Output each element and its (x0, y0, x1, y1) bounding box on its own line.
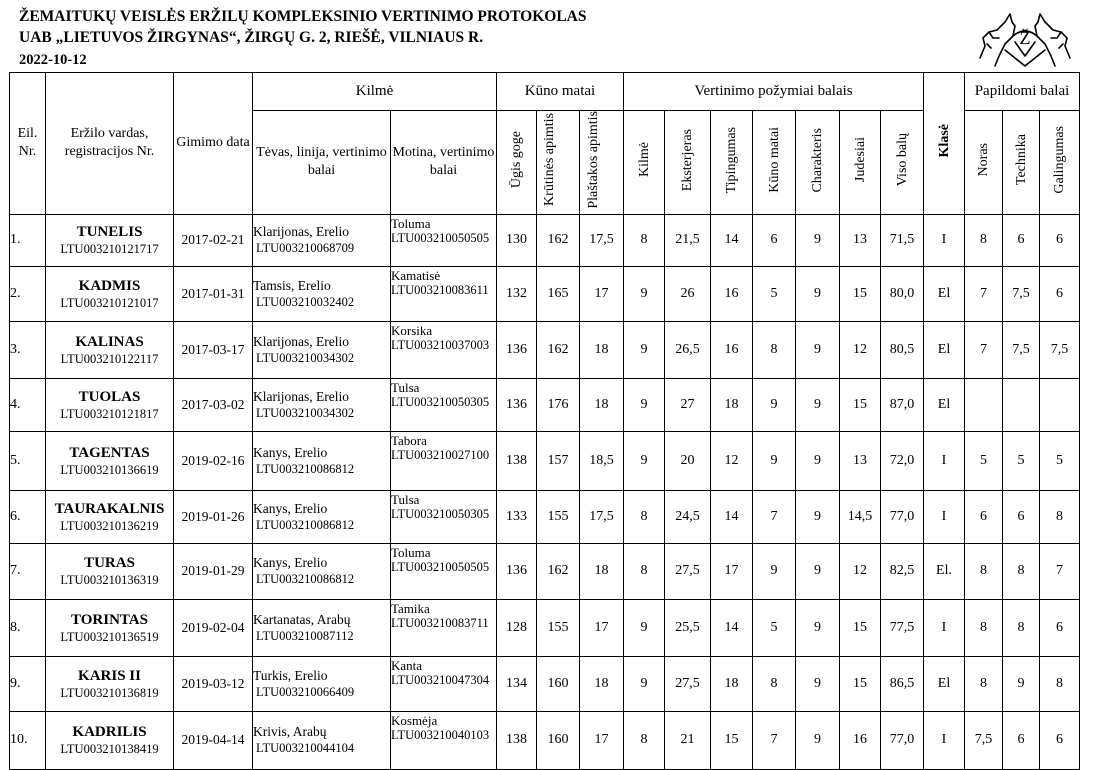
cell-score-type: 14 (711, 214, 753, 266)
registration-number: LTU003210136519 (60, 629, 159, 644)
cell-score-exterior: 21,5 (665, 214, 711, 266)
cell-height: 134 (497, 656, 537, 711)
col-group-extra: Papildomi balai (965, 73, 1080, 111)
cell-extra-will: 8 (965, 599, 1003, 656)
cell-score-exterior: 27 (665, 378, 711, 431)
cell-birth-date: 2019-03-12 (174, 656, 253, 711)
cell-mother (391, 711, 497, 769)
document-title: ŽEMAITUKŲ VEISLĖS ERŽILŲ KOMPLEKSINIO VERTINIMO PROTOKOLAS (19, 8, 587, 25)
cell-score-type: 17 (711, 543, 753, 599)
cell-height: 136 (497, 321, 537, 378)
cell-score-character: 9 (796, 543, 840, 599)
cell-extra-will: 8 (965, 214, 1003, 266)
cell-score-body: 7 (753, 490, 796, 543)
stallion-name: TORINTAS (71, 611, 148, 628)
cell-score-origin: 9 (624, 378, 665, 431)
table-row (10, 543, 1080, 599)
cell-name (46, 378, 174, 431)
cell-no: 8. (10, 599, 46, 656)
cell-birth-date: 2017-03-02 (174, 378, 253, 431)
col-header-score-character: Charakteris (796, 111, 840, 215)
father-name: Klarijonas, Erelio (253, 224, 349, 240)
logo-letter: Ž (1019, 28, 1031, 48)
cell-score-type: 18 (711, 378, 753, 431)
cell-mother (391, 656, 497, 711)
cell-name (46, 431, 174, 490)
col-group-body-measures: Kūno matai (497, 73, 624, 111)
mother-name: Toluma (391, 215, 431, 231)
cell-score-total: 77,0 (881, 711, 924, 769)
cell-height: 128 (497, 599, 537, 656)
cell-no: 3. (10, 321, 46, 378)
col-header-score-exterior: Eksterjeras (665, 111, 711, 215)
cell-score-origin: 9 (624, 266, 665, 321)
registration-number: LTU003210121817 (60, 406, 159, 421)
stallion-name: KADMIS (78, 277, 141, 294)
cell-klase: I (924, 214, 965, 266)
cell-no: 5. (10, 431, 46, 490)
cell-cannon: 18 (580, 321, 624, 378)
mother-name: Kosmėja (391, 712, 438, 728)
col-header-name: Eržilo vardas, registracijos Nr. (46, 73, 174, 215)
cell-score-total: 72,0 (881, 431, 924, 490)
father-registration: LTU003210086812 (256, 517, 355, 532)
cell-score-body: 8 (753, 321, 796, 378)
mother-name: Tamika (391, 600, 430, 616)
cell-birth-date: 2019-01-29 (174, 543, 253, 599)
cell-extra-will: 8 (965, 543, 1003, 599)
cell-score-exterior: 25,5 (665, 599, 711, 656)
cell-mother (391, 543, 497, 599)
cell-father (253, 378, 391, 431)
cell-extra-technique: 5 (1003, 431, 1040, 490)
cell-score-movement: 15 (840, 266, 881, 321)
father-name: Klarijonas, Erelio (253, 388, 349, 404)
cell-score-origin: 9 (624, 431, 665, 490)
cell-score-body: 9 (753, 543, 796, 599)
mother-registration: LTU003210050305 (391, 394, 490, 409)
cell-father (253, 266, 391, 321)
cell-extra-will: 5 (965, 431, 1003, 490)
registration-number: LTU003210136219 (60, 518, 159, 533)
cell-score-character: 9 (796, 378, 840, 431)
col-header-klase: Klasė (924, 73, 965, 215)
cell-extra-will (965, 378, 1003, 431)
registration-number: LTU003210136819 (60, 685, 159, 700)
cell-mother (391, 599, 497, 656)
father-name: Kartanatas, Arabų (253, 611, 351, 627)
father-registration: LTU003210034302 (256, 350, 355, 365)
col-header-score-origin: Kilmė (624, 111, 665, 215)
cell-score-movement: 15 (840, 599, 881, 656)
father-registration: LTU003210087112 (256, 628, 354, 643)
table-row (10, 214, 1080, 266)
cell-score-character: 9 (796, 214, 840, 266)
stallion-name: KARIS II (78, 667, 141, 684)
col-header-score-body: Kūno matai (753, 111, 796, 215)
cell-score-body: 8 (753, 656, 796, 711)
cell-father (253, 490, 391, 543)
mother-name: Tulsa (391, 379, 420, 395)
cell-cannon: 17,5 (580, 214, 624, 266)
cell-birth-date: 2017-01-31 (174, 266, 253, 321)
father-name: Tamsis, Erelio (253, 277, 331, 293)
cell-height: 130 (497, 214, 537, 266)
cell-extra-technique: 9 (1003, 656, 1040, 711)
cell-name (46, 656, 174, 711)
cell-score-exterior: 21 (665, 711, 711, 769)
cell-mother (391, 378, 497, 431)
cell-klase: El (924, 321, 965, 378)
mother-name: Korsika (391, 322, 433, 338)
cell-height: 136 (497, 543, 537, 599)
table-row (10, 321, 1080, 378)
cell-score-type: 16 (711, 266, 753, 321)
cell-score-origin: 8 (624, 543, 665, 599)
cell-extra-ability: 8 (1040, 490, 1080, 543)
col-header-father: Tėvas, linija, vertinimo balai (253, 111, 391, 215)
father-name: Kanys, Erelio (253, 444, 328, 460)
cell-score-body: 9 (753, 378, 796, 431)
cell-chest: 165 (537, 266, 580, 321)
cell-score-body: 9 (753, 431, 796, 490)
col-header-score-type: Tipingumas (711, 111, 753, 215)
cell-extra-ability: 7 (1040, 543, 1080, 599)
table-row (10, 266, 1080, 321)
mother-registration: LTU003210027100 (391, 447, 490, 462)
cell-extra-ability: 8 (1040, 656, 1080, 711)
cell-score-exterior: 26,5 (665, 321, 711, 378)
father-registration: LTU003210066409 (256, 684, 355, 699)
stallion-name: KADRILIS (72, 724, 147, 741)
col-header-extra-technique: Technika (1003, 111, 1040, 215)
registration-number: LTU003210122117 (60, 351, 159, 366)
col-header-birth: Gimimo data (174, 73, 253, 215)
cell-score-movement: 12 (840, 543, 881, 599)
cell-birth-date: 2019-01-26 (174, 490, 253, 543)
cell-score-origin: 9 (624, 599, 665, 656)
cell-klase: I (924, 490, 965, 543)
cell-birth-date: 2017-02-21 (174, 214, 253, 266)
cell-chest: 162 (537, 543, 580, 599)
cell-name (46, 214, 174, 266)
father-registration: LTU003210032402 (256, 294, 355, 309)
cell-height: 136 (497, 378, 537, 431)
cell-extra-technique: 7,5 (1003, 266, 1040, 321)
cell-score-total: 77,0 (881, 490, 924, 543)
cell-extra-ability: 6 (1040, 599, 1080, 656)
cell-score-total: 77,5 (881, 599, 924, 656)
mother-name: Kanta (391, 657, 423, 673)
cell-father (253, 599, 391, 656)
cell-mother (391, 266, 497, 321)
cell-name (46, 599, 174, 656)
stallion-name: TURAS (84, 555, 135, 572)
cell-score-body: 5 (753, 266, 796, 321)
cell-score-movement: 12 (840, 321, 881, 378)
table-row (10, 378, 1080, 431)
cell-score-total: 80,5 (881, 321, 924, 378)
mother-registration: LTU003210047304 (391, 672, 490, 687)
cell-no: 2. (10, 266, 46, 321)
cell-height: 132 (497, 266, 537, 321)
cell-score-exterior: 20 (665, 431, 711, 490)
cell-no: 6. (10, 490, 46, 543)
cell-score-origin: 8 (624, 490, 665, 543)
cell-klase: I (924, 599, 965, 656)
cell-extra-ability: 5 (1040, 431, 1080, 490)
cell-score-body: 5 (753, 599, 796, 656)
cell-score-type: 12 (711, 431, 753, 490)
mother-name: Toluma (391, 544, 431, 560)
mother-name: Tulsa (391, 491, 420, 507)
mother-registration: LTU003210037003 (391, 337, 490, 352)
cell-extra-ability: 7,5 (1040, 321, 1080, 378)
stallion-evaluation-table (9, 72, 1080, 770)
cell-score-movement: 14,5 (840, 490, 881, 543)
cell-score-origin: 9 (624, 656, 665, 711)
cell-no: 9. (10, 656, 46, 711)
col-header-extra-will: Noras (965, 111, 1003, 215)
cell-height: 133 (497, 490, 537, 543)
cell-name (46, 321, 174, 378)
cell-no: 10. (10, 711, 46, 769)
cell-extra-ability: 6 (1040, 214, 1080, 266)
cell-score-type: 14 (711, 599, 753, 656)
mother-registration: LTU003210040103 (391, 727, 490, 742)
cell-cannon: 17,5 (580, 490, 624, 543)
stallion-name: TAGENTAS (69, 444, 150, 461)
cell-score-origin: 9 (624, 321, 665, 378)
cell-score-movement: 13 (840, 214, 881, 266)
mother-registration: LTU003210083711 (391, 615, 489, 630)
cell-mother (391, 431, 497, 490)
cell-cannon: 18,5 (580, 431, 624, 490)
cell-cannon: 18 (580, 378, 624, 431)
stallion-name: TUNELIS (76, 224, 143, 241)
cell-klase: El (924, 266, 965, 321)
cell-extra-technique (1003, 378, 1040, 431)
father-name: Turkis, Erelio (253, 667, 328, 683)
cell-score-type: 15 (711, 711, 753, 769)
cell-klase: I (924, 431, 965, 490)
col-header-cannon: Plaštakos apimtis (580, 111, 624, 215)
cell-score-character: 9 (796, 431, 840, 490)
cell-height: 138 (497, 431, 537, 490)
mother-registration: LTU003210050505 (391, 559, 490, 574)
cell-father (253, 711, 391, 769)
cell-cannon: 18 (580, 543, 624, 599)
cell-birth-date: 2019-04-14 (174, 711, 253, 769)
father-name: Krivis, Arabų (253, 724, 327, 740)
cell-extra-will: 7,5 (965, 711, 1003, 769)
father-name: Kanys, Erelio (253, 555, 328, 571)
father-name: Klarijonas, Erelio (253, 333, 349, 349)
stallion-name: KALINAS (75, 333, 144, 350)
cell-chest: 155 (537, 599, 580, 656)
col-group-pedigree: Kilmė (253, 73, 497, 111)
cell-chest: 157 (537, 431, 580, 490)
cell-klase: El. (924, 543, 965, 599)
cell-extra-technique: 8 (1003, 599, 1040, 656)
cell-chest: 162 (537, 214, 580, 266)
cell-score-total: 80,0 (881, 266, 924, 321)
registration-number: LTU003210121017 (60, 295, 159, 310)
cell-chest: 160 (537, 656, 580, 711)
cell-score-total: 86,5 (881, 656, 924, 711)
mother-registration: LTU003210050305 (391, 506, 490, 521)
cell-chest: 155 (537, 490, 580, 543)
col-group-scores: Vertinimo požymiai balais (624, 73, 924, 111)
cell-height: 138 (497, 711, 537, 769)
cell-score-exterior: 27,5 (665, 543, 711, 599)
cell-father (253, 656, 391, 711)
father-registration: LTU003210034302 (256, 405, 355, 420)
cell-score-total: 71,5 (881, 214, 924, 266)
cell-score-type: 18 (711, 656, 753, 711)
table-row (10, 599, 1080, 656)
cell-klase: I (924, 711, 965, 769)
cell-extra-will: 6 (965, 490, 1003, 543)
cell-score-exterior: 24,5 (665, 490, 711, 543)
father-registration: LTU003210086812 (256, 572, 355, 587)
cell-mother (391, 321, 497, 378)
cell-extra-will: 7 (965, 266, 1003, 321)
cell-chest: 176 (537, 378, 580, 431)
cell-score-character: 9 (796, 266, 840, 321)
cell-score-type: 16 (711, 321, 753, 378)
cell-extra-ability (1040, 378, 1080, 431)
cell-chest: 160 (537, 711, 580, 769)
cell-name (46, 266, 174, 321)
cell-score-character: 9 (796, 321, 840, 378)
father-registration: LTU003210068709 (256, 241, 355, 256)
cell-no: 4. (10, 378, 46, 431)
cell-score-exterior: 27,5 (665, 656, 711, 711)
cell-score-body: 6 (753, 214, 796, 266)
cell-no: 1. (10, 214, 46, 266)
cell-name (46, 711, 174, 769)
col-header-score-movement: Judesiai (840, 111, 881, 215)
mother-name: Tabora (391, 432, 427, 448)
cell-father (253, 543, 391, 599)
cell-extra-will: 7 (965, 321, 1003, 378)
cell-cannon: 17 (580, 711, 624, 769)
cell-extra-ability: 6 (1040, 266, 1080, 321)
cell-score-total: 87,0 (881, 378, 924, 431)
col-header-height: Ūgis goge (497, 111, 537, 215)
cell-score-movement: 13 (840, 431, 881, 490)
cell-extra-will: 8 (965, 656, 1003, 711)
cell-score-type: 14 (711, 490, 753, 543)
cell-birth-date: 2017-03-17 (174, 321, 253, 378)
cell-cannon: 18 (580, 656, 624, 711)
cell-score-character: 9 (796, 656, 840, 711)
cell-extra-ability: 6 (1040, 711, 1080, 769)
cell-father (253, 214, 391, 266)
mother-registration: LTU003210050505 (391, 230, 490, 245)
mother-name: Kamatisė (391, 267, 441, 283)
registration-number: LTU003210136619 (60, 462, 159, 477)
stallion-name: TUOLAS (78, 388, 141, 405)
cell-name (46, 543, 174, 599)
document-date: 2022-10-12 (19, 52, 87, 68)
cell-score-movement: 15 (840, 378, 881, 431)
organization-address: UAB „LIETUVOS ŽIRGYNAS“, ŽIRGŲ G. 2, RIEŠĖ, VILNIAUS R. (19, 29, 484, 46)
cell-father (253, 321, 391, 378)
cell-score-movement: 16 (840, 711, 881, 769)
cell-mother (391, 214, 497, 266)
cell-extra-technique: 6 (1003, 711, 1040, 769)
cell-cannon: 17 (580, 599, 624, 656)
cell-score-character: 9 (796, 711, 840, 769)
col-header-score-total: Viso balų (881, 111, 924, 215)
table-row (10, 431, 1080, 490)
cell-birth-date: 2019-02-04 (174, 599, 253, 656)
cell-extra-technique: 7,5 (1003, 321, 1040, 378)
stallion-name: TAURAKALNIS (54, 500, 165, 517)
cell-birth-date: 2019-02-16 (174, 431, 253, 490)
cell-klase: El (924, 378, 965, 431)
cell-extra-technique: 6 (1003, 214, 1040, 266)
cell-klase: El (924, 656, 965, 711)
cell-father (253, 431, 391, 490)
cell-cannon: 17 (580, 266, 624, 321)
father-name: Kanys, Erelio (253, 500, 328, 516)
cell-score-origin: 8 (624, 214, 665, 266)
registration-number: LTU003210138419 (60, 742, 159, 757)
cell-score-origin: 8 (624, 711, 665, 769)
registration-number: LTU003210121717 (60, 242, 159, 257)
father-registration: LTU003210044104 (256, 741, 355, 756)
cell-score-movement: 15 (840, 656, 881, 711)
col-header-chest: Krūtinės apimtis (537, 111, 580, 215)
horse-heads-logo-icon (975, 8, 1075, 70)
cell-score-total: 82,5 (881, 543, 924, 599)
cell-score-character: 9 (796, 490, 840, 543)
cell-score-character: 9 (796, 599, 840, 656)
father-registration: LTU003210086812 (256, 461, 355, 476)
table-row (10, 711, 1080, 769)
cell-mother (391, 490, 497, 543)
cell-chest: 162 (537, 321, 580, 378)
col-header-mother: Motina, vertinimo balai (391, 111, 497, 215)
cell-extra-technique: 6 (1003, 490, 1040, 543)
registration-number: LTU003210136319 (60, 573, 159, 588)
table-row (10, 490, 1080, 543)
cell-name (46, 490, 174, 543)
col-header-extra-ability: Galingumas (1040, 111, 1080, 215)
cell-extra-technique: 8 (1003, 543, 1040, 599)
col-header-no: Eil. Nr. (10, 73, 46, 215)
mother-registration: LTU003210083611 (391, 282, 489, 297)
cell-score-body: 7 (753, 711, 796, 769)
cell-score-exterior: 26 (665, 266, 711, 321)
table-row (10, 656, 1080, 711)
cell-no: 7. (10, 543, 46, 599)
